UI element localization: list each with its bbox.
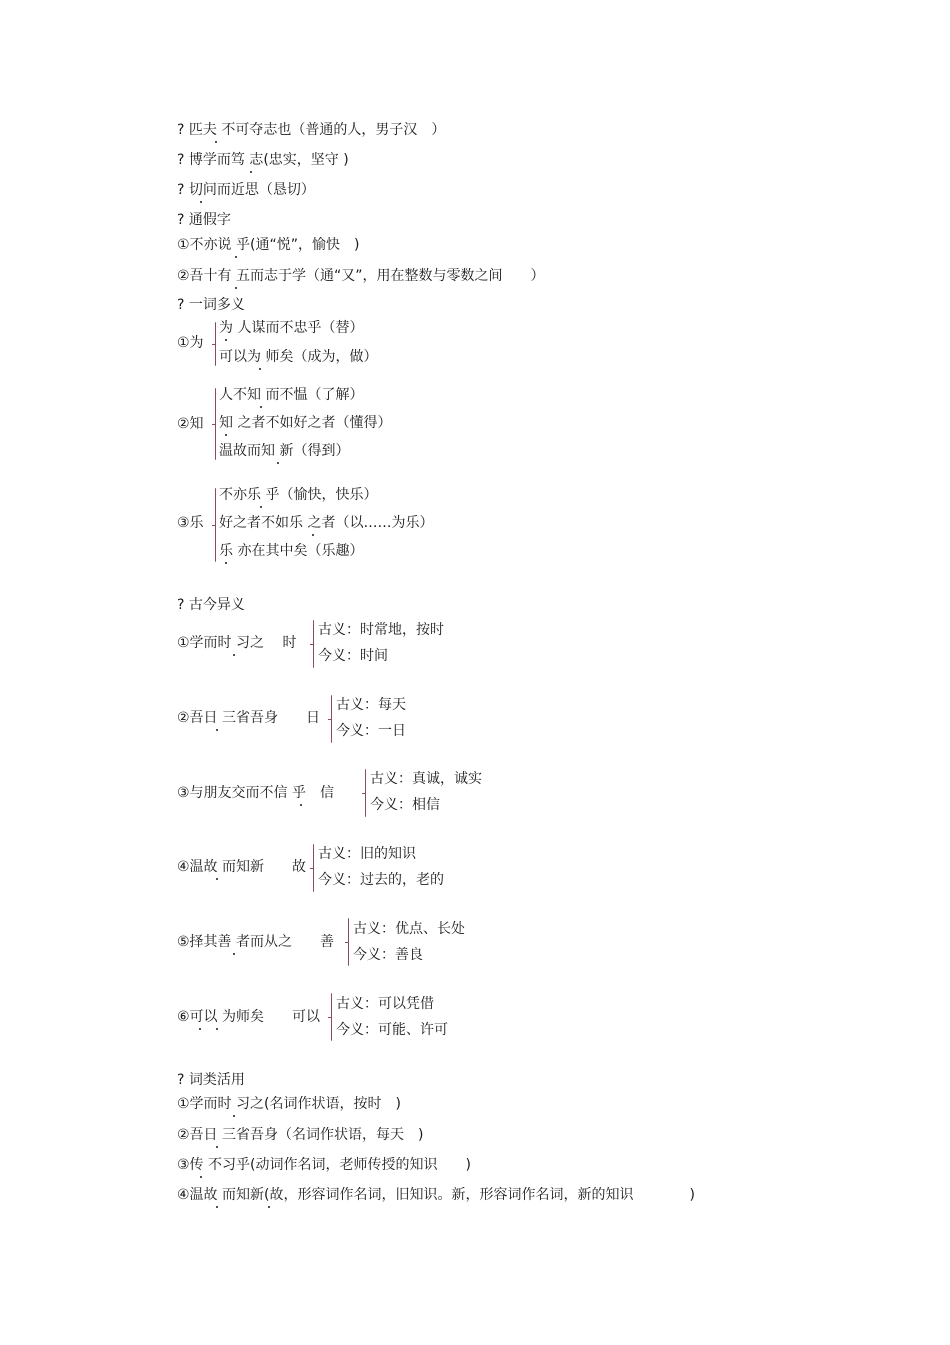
text-gj-2-b: 今义：一日 <box>336 723 406 739</box>
brace-gj-3 <box>365 769 366 817</box>
label-gj-6: ⑥可以 为师矣 可以 <box>177 1009 321 1025</box>
text-zhi-2: 知 之者不如好之者（懂得） <box>219 415 392 431</box>
emphasis-dot <box>225 339 227 341</box>
text-gj-3-b: 今义：相信 <box>370 797 440 813</box>
label-wei: ①为 <box>177 335 204 351</box>
emphasis-dot <box>259 368 261 370</box>
emphasis-dot <box>233 953 235 955</box>
text-gj-2-a: 古义：每天 <box>336 697 406 713</box>
text-gj-6-a: 古义：可以凭借 <box>336 996 434 1012</box>
emphasis-dot <box>216 729 218 731</box>
emphasis-dot <box>225 434 227 436</box>
text-cl-4: ④温故 而知新(故，形容词作名词，旧知识。新，形容词作名词，新的知识 ) <box>177 1187 695 1203</box>
brace-wei <box>215 322 216 366</box>
emphasis-dot <box>312 534 314 536</box>
text-le-3: 乐 亦在其中矣（乐趣） <box>219 543 364 559</box>
label-gj-1: ①学而时 习之 时 <box>177 635 297 651</box>
brace-gj-2 <box>331 695 332 743</box>
text-boxue: ? 博学而笃 志(忠实，坚守 ) <box>177 152 349 168</box>
emphasis-dot <box>216 1206 218 1208</box>
label-zhi: ②知 <box>177 416 204 432</box>
brace-gj-4 <box>313 844 314 892</box>
emphasis-dot <box>233 654 235 656</box>
text-cl-1: ①学而时 习之(名词作状语，按时 ) <box>177 1096 401 1112</box>
brace-zhi <box>215 388 216 460</box>
emphasis-dot <box>215 141 217 143</box>
text-cl-2: ②吾日 三省吾身（名词作状语，每天 ) <box>177 1127 424 1143</box>
emphasis-dot <box>216 1028 218 1030</box>
emphasis-dot <box>235 287 237 289</box>
brace-gj-1 <box>313 620 314 668</box>
text-gj-5-b: 今义：善良 <box>353 947 423 963</box>
emphasis-dot <box>260 406 262 408</box>
label-gj-5: ⑤择其善 者而从之 善 <box>177 934 335 950</box>
section-heading-cilei: ? 词类活用 <box>177 1072 245 1088</box>
text-gj-4-b: 今义：过去的，老的 <box>318 872 444 888</box>
text-gj-6-b: 今义：可能、许可 <box>336 1022 448 1038</box>
text-gj-1-a: 古义：时常地，按时 <box>318 622 444 638</box>
text-zhi-1: 人不知 而不愠（了解） <box>219 387 364 403</box>
emphasis-dot <box>199 1028 201 1030</box>
text-tongjia-2: ②吾十有 五而志于学（通“又”，用在整数与零数之间 ） <box>177 268 545 284</box>
emphasis-dot <box>250 171 252 173</box>
text-cl-3: ③传 不习乎(动词作名词，老师传授的知识 ) <box>177 1157 471 1173</box>
emphasis-dot <box>300 804 302 806</box>
emphasis-dot <box>200 201 202 203</box>
text-wei-1: 为 人谋而不忠乎（替） <box>219 320 364 336</box>
section-heading-gujin: ? 古今异义 <box>177 597 245 613</box>
text-gj-5-a: 古义：优点、长处 <box>353 921 465 937</box>
text-gj-1-b: 今义：时间 <box>318 648 388 664</box>
section-heading-yici: ? 一词多义 <box>177 297 245 313</box>
emphasis-dot <box>260 506 262 508</box>
text-qiewen: ? 切问而近思（恳切） <box>177 182 315 198</box>
emphasis-dot <box>225 562 227 564</box>
emphasis-dot <box>233 1115 235 1117</box>
label-gj-2: ②吾日 三省吾身 日 <box>177 710 321 726</box>
text-gj-3-a: 古义：真诚，诚实 <box>370 771 482 787</box>
text-gj-4-a: 古义：旧的知识 <box>318 846 416 862</box>
label-gj-4: ④温故 而知新 故 <box>177 859 307 875</box>
label-le: ③乐 <box>177 515 204 531</box>
text-wei-2: 可以为 师矣（成为，做） <box>219 349 378 365</box>
brace-gj-5 <box>348 918 349 966</box>
text-le-1: 不亦乐 乎（愉快，快乐） <box>219 487 378 503</box>
emphasis-dot <box>277 462 279 464</box>
emphasis-dot <box>216 878 218 880</box>
emphasis-dot <box>200 1176 202 1178</box>
emphasis-dot <box>235 256 237 258</box>
text-zhi-3: 温故而知 新（得到） <box>219 443 350 459</box>
brace-gj-6 <box>331 993 332 1041</box>
text-tongjia-1: ①不亦说 乎(通“悦”，愉快 ) <box>177 237 360 253</box>
emphasis-dot <box>216 1146 218 1148</box>
emphasis-dot <box>268 1206 270 1208</box>
text-pifu: ? 匹夫 不可夺志也（普通的人，男子汉 ） <box>177 122 446 138</box>
brace-le <box>215 488 216 562</box>
text-le-2: 好之者不如乐 之者（以……为乐） <box>219 515 434 531</box>
label-gj-3: ③与朋友交而不信 乎 信 <box>177 785 335 801</box>
section-heading-tongjia: ? 通假字 <box>177 212 231 228</box>
